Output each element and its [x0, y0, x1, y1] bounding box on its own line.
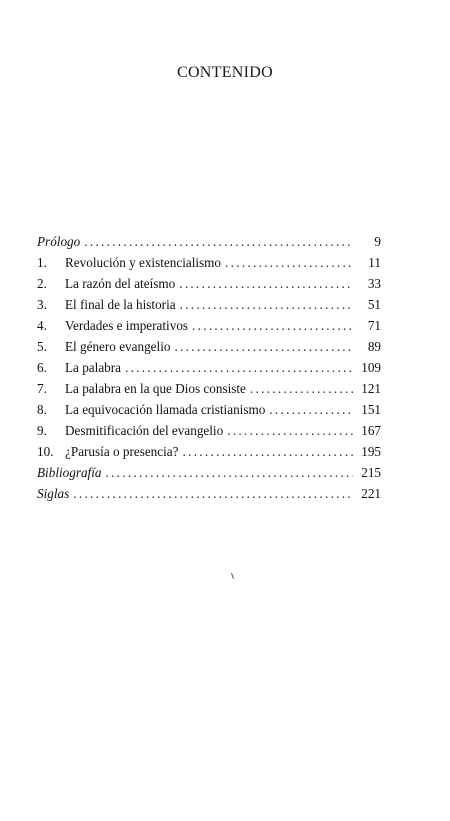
page-title: CONTENIDO — [176, 64, 274, 81]
toc-entry-page: 121 — [361, 381, 381, 396]
toc-entry-number: 2. — [37, 276, 47, 291]
toc-entry-label: Bibliografía — [37, 465, 102, 480]
toc-entry-5 — [37, 336, 381, 357]
dot-leader — [174, 336, 353, 357]
dot-leader — [179, 273, 353, 294]
dot-leader — [125, 357, 353, 378]
toc-entry-siglas — [37, 483, 381, 504]
toc-entry-9 — [37, 420, 381, 441]
dot-leader — [84, 231, 353, 252]
toc-entry-number: 1. — [37, 255, 47, 270]
toc-entry-label: Prólogo — [37, 234, 81, 249]
toc-entry-page: 71 — [367, 318, 381, 333]
toc-entry-label: Verdades e imperativos — [65, 318, 189, 333]
toc-entry-label: El final de la historia — [65, 297, 176, 312]
toc-entry-page: 221 — [361, 486, 381, 501]
toc-entry-8 — [37, 399, 381, 420]
toc-entry-bibliografia — [37, 462, 381, 483]
toc-entry-prologo — [37, 231, 381, 252]
dot-leader — [105, 462, 353, 483]
toc-entry-2 — [37, 273, 381, 294]
toc-entry-label: La palabra en la que Dios consiste — [65, 381, 246, 396]
toc-entry-label: ¿Parusía o presencia? — [65, 444, 179, 459]
toc-entry-7 — [37, 378, 381, 399]
dot-leader — [180, 294, 353, 315]
toc-entry-label: El género evangelio — [65, 339, 171, 354]
toc-entry-number: 5. — [37, 339, 47, 354]
toc-entry-number: 6. — [37, 360, 47, 375]
toc-entry-4 — [37, 315, 381, 336]
dot-leader — [250, 378, 353, 399]
toc-entry-number: 3. — [37, 297, 47, 312]
toc-entry-page: 195 — [361, 444, 381, 459]
toc-entry-10 — [37, 441, 381, 462]
dot-leader — [227, 420, 353, 441]
toc-entry-page: 11 — [368, 255, 381, 270]
toc-entry-label: Siglas — [37, 486, 70, 501]
toc-entry-3 — [37, 294, 381, 315]
toc-entry-number: 4. — [37, 318, 47, 333]
toc-entry-page: 215 — [361, 465, 381, 480]
toc-entry-number: 10. — [37, 444, 54, 459]
toc-entry-page: 109 — [361, 360, 381, 375]
table-of-contents — [37, 231, 381, 504]
toc-entry-label: La palabra — [65, 360, 122, 375]
toc-entry-number: 9. — [37, 423, 47, 438]
toc-entry-page: 151 — [361, 402, 381, 417]
toc-entry-6 — [37, 357, 381, 378]
toc-entry-page: 9 — [374, 234, 381, 249]
toc-entry-1 — [37, 252, 381, 273]
toc-entry-label: Revolución y existencialismo — [65, 255, 222, 270]
dot-leader — [192, 315, 353, 336]
toc-entry-number: 8. — [37, 402, 47, 417]
toc-entry-label: La equivocación llamada cristianismo — [65, 402, 266, 417]
toc-entry-label: La razón del ateísmo — [65, 276, 176, 291]
toc-entry-page: 167 — [361, 423, 381, 438]
toc-entry-page: 51 — [367, 297, 381, 312]
dot-leader — [183, 441, 353, 462]
toc-entry-page: 33 — [367, 276, 381, 291]
toc-entry-page: 89 — [367, 339, 381, 354]
page-speck — [231, 573, 234, 579]
toc-entry-label: Desmitificación del evangelio — [65, 423, 224, 438]
dot-leader — [73, 483, 353, 504]
dot-leader — [225, 252, 353, 273]
dot-leader — [269, 399, 353, 420]
toc-entry-number: 7. — [37, 381, 47, 396]
